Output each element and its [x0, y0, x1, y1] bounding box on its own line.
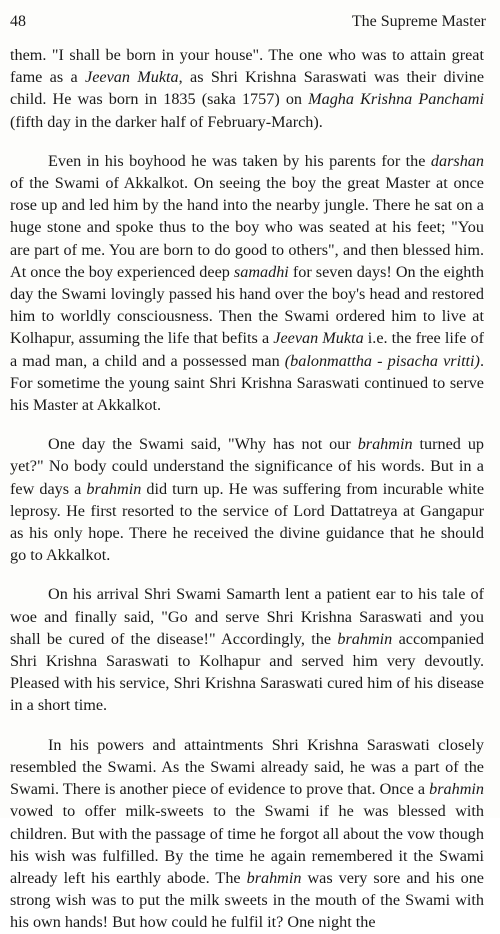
- italic-term: brahmin: [86, 479, 142, 498]
- italic-term: brahmin: [429, 780, 484, 799]
- text-run: Even in his boyhood he was taken by his parents for the: [48, 151, 431, 170]
- italic-term: brahmin: [357, 435, 413, 454]
- text-run: did turn up. He was suffering from incurable white leprosy. He first resorted to the service of Lord Dattatreya at Gangapur as his only hope. There he received the divine guidance that he should go to Akkalkot.: [10, 479, 485, 565]
- italic-term: samadhi: [233, 262, 289, 281]
- text-run: accompanied Shri Krishna Saraswati to Kolhapur and served him very devoutly. Pleased with his service, Shri Krishna Saraswati cured him of his disease in a short time.: [10, 629, 485, 715]
- page-number: 48: [10, 13, 26, 30]
- italic-term: Jeevan Mukta: [273, 329, 364, 348]
- paragraph: [10, 734, 484, 934]
- text-run: . For sometime the young saint Shri Krishna Saraswati continued to serve his Master at Akkalkot.: [10, 351, 484, 415]
- text-run: was very sore and his one strong wish was to put the milk sweets in the mouth of the Swami with his own hands! But how could he fulfil it? One night the: [10, 868, 484, 932]
- paragraph: [10, 44, 484, 133]
- text-run: In his powers and attaintments Shri Krishna Saraswati closely resembled the Swami. As the Swami already said, he was a part of the Swami. There is another piece of evidence to prove that. Once a: [10, 735, 484, 799]
- text-run: of the Swami of Akkalkot. On seeing the boy the great Master at once rose up and led him by the hand into the nearby jungle. There he sat on a huge stone and spoke thus to the boy who was seated at his feet; "You are part of me. You are born to do good to others", and then blessed him. At once the boy experienced deep: [10, 174, 484, 281]
- text-run: for seven days! On the eighth day the Swami lovingly passed his hand over the boy's head and restored him to worldly consciousness. Then the Swami ordered him to live at Kolhapur, assuming the life that befits a: [10, 262, 484, 348]
- text-run: them. "I shall be born in your house". The one who was to attain great fame as a: [10, 46, 484, 87]
- italic-term: darshan: [430, 151, 484, 170]
- text-run: vowed to offer milk-sweets to the Swami if he was blessed with children. But with the passage of time he forgot all about the vow though his wish was fulfilled. By the time he again remembered it the Swami already left his earthly abode. The: [10, 802, 484, 887]
- page-header: [10, 12, 486, 32]
- text-run: (fifth day in the darker half of February-March).: [10, 112, 323, 131]
- italic-term: Jeevan Mukta: [85, 68, 179, 87]
- italic-term: Magha Krishna Panchami: [308, 90, 484, 109]
- paragraph: [10, 150, 484, 416]
- italic-term: brahmin: [246, 868, 302, 887]
- text-run: One day the Swami said, "Why has not our: [48, 435, 358, 454]
- paragraph: [10, 583, 484, 716]
- text-run: On his arrival Shri Swami Samarth lent a patient ear to his tale of woe and finally said, "Go and serve Shri Krishna Saraswati and you shall be cured of the disease!" Accordingly, the: [10, 585, 484, 648]
- italic-term: brahmin: [337, 629, 393, 648]
- text-run: i.e. the free life of a mad man, a child and a possessed man: [10, 329, 484, 370]
- paragraph: [10, 433, 484, 566]
- running-head: The Supreme Master: [351, 13, 486, 30]
- text-run: , as Shri Krishna Saraswati was their divine child. He was born in 1835 (saka 1757) on: [10, 68, 484, 109]
- italic-term: (balonmattha - pisacha vritti): [284, 351, 480, 370]
- body-text: [10, 44, 484, 934]
- text-run: turned up yet?" No body could understand the significance of his words. But in a few days a: [10, 435, 485, 498]
